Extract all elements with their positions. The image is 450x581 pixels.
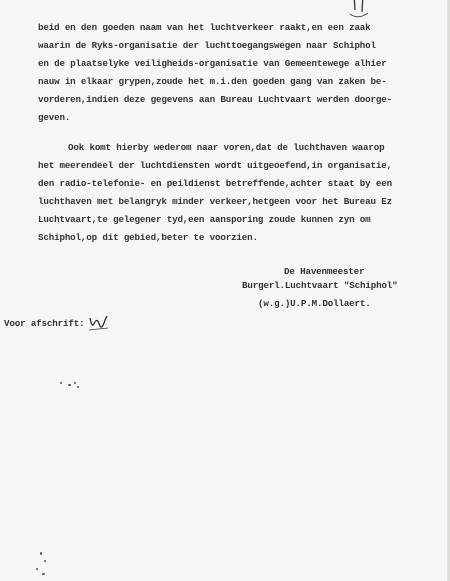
signature-organisation: Burgerl.Luchtvaart "Schiphol" xyxy=(242,280,398,291)
paragraph-2-line: Schiphol,op dit gebied,beter te voorzien. xyxy=(38,232,258,243)
paragraph-2-line: Luchtvaart,te gelegener tyd,een aansporing zoude kunnen zyn om xyxy=(38,214,371,225)
scan-speck xyxy=(60,382,62,384)
paragraph-2-line: den radio-telefonie- en peildienst betreffende,achter staat by een xyxy=(38,178,392,189)
paragraph-1-line: vorderen,indien deze gegevens aan Bureau Luchtvaart werden doorge- xyxy=(38,94,392,105)
paragraph-2-line: het meerendeel der luchtdiensten wordt uitgeoefend,in organisatie, xyxy=(38,160,392,171)
scan-speck xyxy=(68,384,71,386)
paragraph-1-line: waarin de Ryks-organisatie der luchttoegangswegen naar Schiphol xyxy=(38,40,376,51)
scan-speck xyxy=(74,382,76,384)
scan-speck xyxy=(42,573,45,575)
paragraph-1-line: beid en den goeden naam van het luchtverkeer raakt,en een zaak xyxy=(38,22,371,33)
handwritten-mark xyxy=(346,0,376,22)
scan-speck xyxy=(77,386,79,388)
scan-speck xyxy=(40,552,42,555)
paragraph-1-line: geven. xyxy=(38,112,71,123)
signature-title: De Havenmeester xyxy=(284,266,365,277)
paragraph-1-line: en de plaatselyke veiligheids-organisatie van Gemeentewege alhier xyxy=(38,58,387,69)
paragraph-2-line: luchthaven met belangryk minder verkeer,hetgeen voor het Bureau Ez xyxy=(38,196,392,207)
copy-note: Voor afschrift: xyxy=(4,318,85,329)
handwritten-initial-mark xyxy=(88,314,110,332)
paragraph-1-line: nauw in elkaar grypen,zoude het m.i.den goeden gang van zaken be- xyxy=(38,76,387,87)
paragraph-2-line: Ook komt hierby wederom naar voren,dat de luchthaven waarop xyxy=(68,142,385,153)
scan-speck xyxy=(44,560,46,562)
signature-signed: (w.g.)U.P.M.Dollaert. xyxy=(258,298,371,309)
scan-speck xyxy=(36,568,38,570)
